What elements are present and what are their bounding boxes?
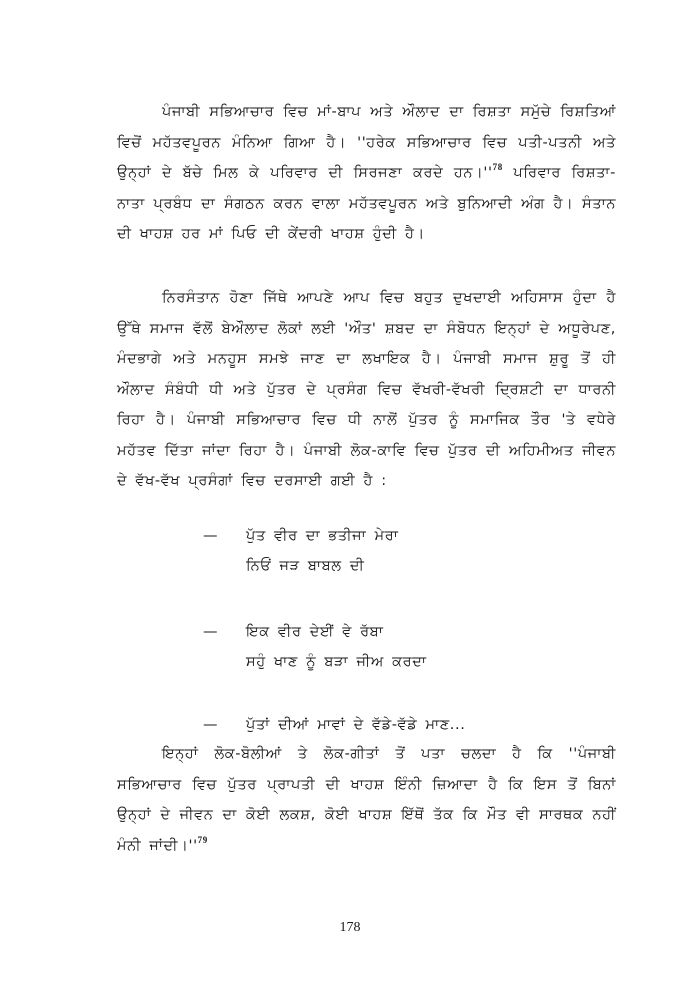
verse-line-text: ਇਕ ਵੀਰ ਦੇਈਂ ਵੇ ਰੱਬਾ	[246, 624, 384, 640]
verse-line-text: ਪੁੱਤ ਵੀਰ ਦਾ ਭਤੀਜਾ ਮੇਰਾ	[246, 528, 399, 544]
paragraph-1	[117, 97, 616, 250]
verse-line-text: ਨਿਓਂ ਜੜ ਬਾਬਲ ਦੀ	[246, 558, 365, 574]
page-number: 178	[339, 920, 361, 935]
paragraph-2	[117, 283, 616, 497]
paragraph-3-block	[117, 739, 616, 861]
paragraph-3	[117, 739, 616, 861]
paragraph-1-text-continued: ਪਰਿਵਾਰ ਰਿਸ਼ਤਾ-ਨਾਤਾ ਪ੍ਰਬੰਧ ਦਾ ਸੰਗਠਨ ਕਰਨ ਵਾਲਾ ਮਹੱਤਵਪੂਰਨ ਅਤੇ ਬੁਨਿਆਦੀ ਅੰਗ ਹੈ। ਸੰਤਾਨ ਦੀ ਖਾਹਸ਼ ਹਰ ਮਾਂ ਪਿਓ ਦੀ ਕੇਂਦਰੀ ਖਾਹਸ਼ ਹੁੰਦੀ ਹੈ।	[117, 165, 616, 242]
paragraph-2-text: ਨਿਰਸੰਤਾਨ ਹੋਣਾ ਜਿੱਥੇ ਆਪਣੇ ਆਪ ਵਿਚ ਬਹੁਤ ਦੁਖਦਾਈ ਅਹਿਸਾਸ ਹੁੰਦਾ ਹੈ ਉੱਥੇ ਸਮਾਜ ਵੱਲੋਂ ਬੇਔਲਾਦ ਲੋਕਾਂ ਲਈ 'ਔਤ' ਸ਼ਬਦ ਦਾ ਸੰਬੋਧਨ ਇਨ੍ਹਾਂ ਦੇ ਅਧੂਰੇਪਣ, ਮੰਦਭਾਗੇ ਅਤੇ ਮਨਹੂਸ ਸਮਝੇ ਜਾਣ ਦਾ ਲਖਾਇਕ ਹੈ। ਪੰਜਾਬੀ ਸਮਾਜ ਸ਼ੁਰੂ ਤੋਂ ਹੀ ਔਲਾਦ ਸੰਬੰਧੀ ਧੀ ਅਤੇ ਪੁੱਤਰ ਦੇ ਪ੍ਰਸੰਗ ਵਿਚ ਵੱਖਰੀ-ਵੱਖਰੀ ਦ੍ਰਿਸ਼ਟੀ ਦਾ ਧਾਰਨੀ ਰਿਹਾ ਹੈ। ਪੰਜਾਬੀ ਸਭਿਆਚਾਰ ਵਿਚ ਧੀ ਨਾਲੋਂ ਪੁੱਤਰ ਨੂੰ ਸਮਾਜਿਕ ਤੌਰ 'ਤੇ ਵਧੇਰੇ ਮਹੱਤਵ ਦਿੱਤਾ ਜਾਂਦਾ ਰਿਹਾ ਹੈ। ਪੰਜਾਬੀ ਲੋਕ-ਕਾਵਿ ਵਿਚ ਪੁੱਤਰ ਦੀ ਅਹਿਮੀਅਤ ਜੀਵਨ ਦੇ ਵੱਖ-ਵੱਖ ਪ੍ਰਸੰਗਾਂ ਵਿਚ ਦਰਸਾਈ ਗਈ ਹੈ :	[117, 290, 616, 489]
footnote-marker-78: 78	[492, 162, 503, 172]
paragraph-3-text: ਇਨ੍ਹਾਂ ਲੋਕ-ਬੋਲੀਆਂ ਤੇ ਲੋਕ-ਗੀਤਾਂ ਤੋਂ ਪਤਾ ਚਲਦਾ ਹੈ ਕਿ ''ਪੰਜਾਬੀ ਸਭਿਆਚਾਰ ਵਿਚ ਪੁੱਤਰ ਪ੍ਰਾਪਤੀ ਦੀ ਖਾਹਸ਼ ਇੰਨੀ ਜ਼ਿਆਦਾ ਹੈ ਕਿ ਇਸ ਤੋਂ ਬਿਨਾਂ ਉਨ੍ਹਾਂ ਦੇ ਜੀਵਨ ਦਾ ਕੋਈ ਲਕਸ਼, ਕੋਈ ਖਾਹਸ਼ ਇੱਥੋਂ ਤੱਕ ਕਿ ਮੌਤ ਵੀ ਸਾਰਥਕ ਨਹੀਂ ਮੰਨੀ ਜਾਂਦੀ।''	[117, 746, 616, 854]
em-dash: —	[203, 717, 219, 733]
em-dash: —	[203, 528, 219, 544]
verse-line-text: ਸਹੁੰ ਖਾਣ ਨੂੰ ਬੜਾ ਜੀਅ ਕਰਦਾ	[246, 654, 427, 670]
paragraph-2-block	[117, 283, 616, 497]
paragraph-1-block	[117, 97, 616, 250]
verse-line-text: ਪੁੱਤਾਂ ਦੀਆਂ ਮਾਵਾਂ ਦੇ ਵੱਡੇ-ਵੱਡੇ ਮਾਣ...	[246, 717, 466, 733]
footnote-marker-79: 79	[197, 834, 208, 845]
paragraph-1-text: ਪੰਜਾਬੀ ਸਭਿਆਚਾਰ ਵਿਚ ਮਾਂ-ਬਾਪ ਅਤੇ ਔਲਾਦ ਦਾ ਰਿਸ਼ਤਾ ਸਮੁੱਚੇ ਰਿਸ਼ਤਿਆਂ ਵਿਚੋਂ ਮਹੱਤਵਪੂਰਨ ਮੰਨਿਆ ਗਿਆ ਹੈ। ''ਹਰੇਕ ਸਭਿਆਚਾਰ ਵਿਚ ਪਤੀ-ਪਤਨੀ ਅਤੇ ਉਨ੍ਹਾਂ ਦੇ ਬੱਚੇ ਮਿਲ ਕੇ ਪਰਿਵਾਰ ਦੀ ਸਿਰਜਣਾ ਕਰਦੇ ਹਨ।''	[117, 104, 616, 181]
em-dash: —	[203, 624, 219, 640]
